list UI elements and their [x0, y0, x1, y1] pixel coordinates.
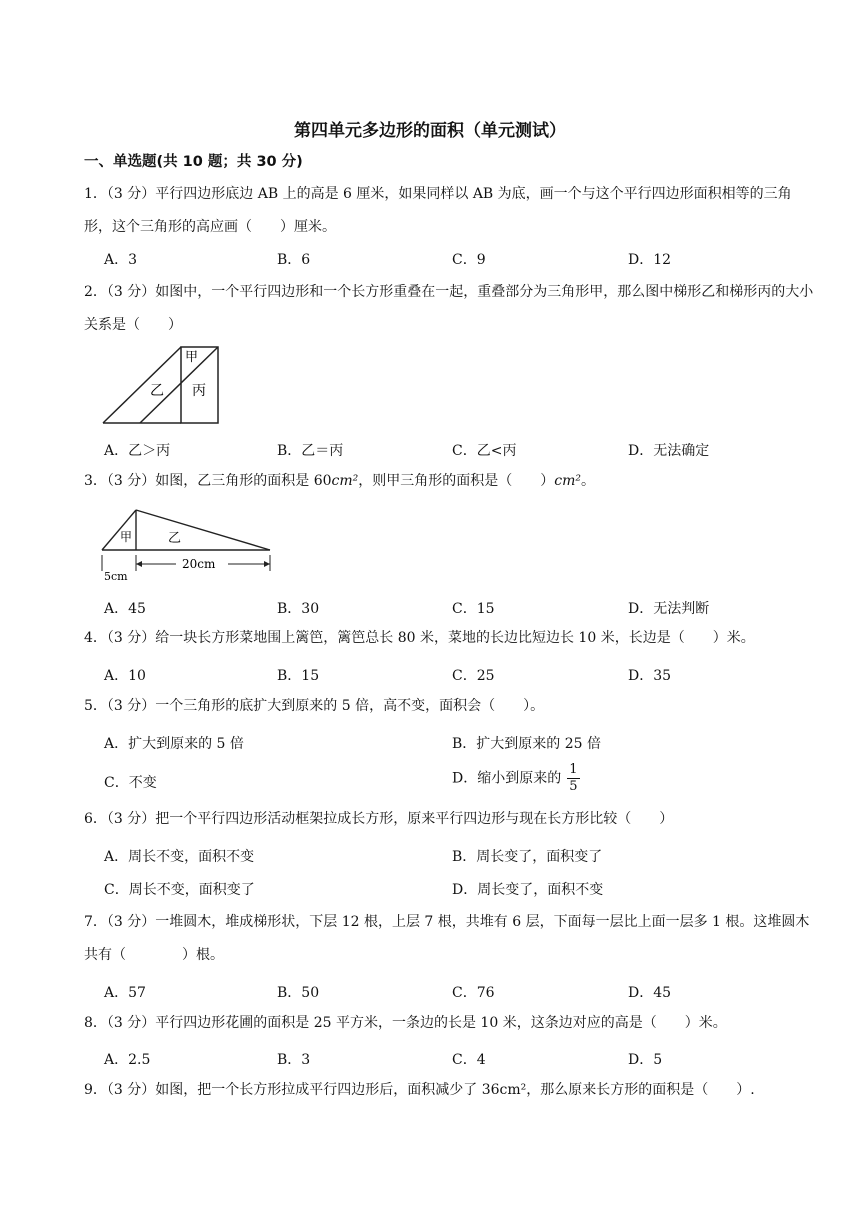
question-1: 1．（3 分）平行四边形底边 AB 上的高是 6 厘米，如果同样以 AB 为底，画一个与这个平行四边形面积相等的三角形，这个三角形的高应画（ ）厘米。	[84, 186, 792, 235]
q6-option-a[interactable]: A．周长不变，面积不变	[104, 849, 255, 865]
q5-option-b[interactable]: B．扩大到原来的 25 倍	[452, 736, 602, 752]
q6-option-b[interactable]: B．周长变了，面积变了	[452, 849, 603, 865]
fraction-numerator: 1	[569, 762, 578, 777]
q4-option-c[interactable]: C．25	[452, 668, 495, 684]
q7-option-c[interactable]: C．76	[452, 985, 495, 1001]
q2-label-yi: 乙	[150, 383, 164, 399]
question-4: 4．（3 分）给一块长方形菜地围上篱笆，篱笆总长 80 米，菜地的长边比短边长 10 米，长边是（ ）米。	[84, 630, 755, 646]
fraction-denominator: 5	[569, 779, 578, 794]
q2-option-a[interactable]: A．乙＞丙	[104, 443, 171, 459]
q3-option-a[interactable]: A．45	[104, 601, 146, 617]
q4-option-b[interactable]: B．15	[277, 668, 320, 684]
q7-option-a[interactable]: A．57	[104, 985, 146, 1001]
q8-option-b[interactable]: B．3	[277, 1052, 311, 1068]
q2-label-jia: 甲	[185, 350, 199, 365]
q4-option-a[interactable]: A．10	[104, 668, 146, 684]
q3-option-d[interactable]: D．无法判断	[628, 601, 710, 617]
q1-option-b[interactable]: B．6	[277, 252, 311, 268]
q8-option-d[interactable]: D．5	[628, 1052, 663, 1068]
q3-unit-2: cm²	[554, 473, 581, 489]
q1-option-a[interactable]: A．3	[104, 252, 138, 268]
question-2: 2．（3 分）如图中，一个平行四边形和一个长方形重叠在一起，重叠部分为三角形甲，那么图中梯形乙和梯形丙的大小关系是（ ）	[84, 284, 814, 333]
q5-option-c[interactable]: C．不变	[104, 775, 157, 791]
page-title: 第四单元多边形的面积（单元测试）	[294, 121, 566, 141]
q3-option-b[interactable]: B．30	[277, 601, 320, 617]
fraction-one-fifth	[567, 762, 579, 795]
q6-option-d[interactable]: D．周长变了，面积不变	[452, 882, 604, 898]
q2-figure	[100, 343, 225, 428]
q6-option-c[interactable]: C．周长不变，面积变了	[104, 882, 255, 898]
q1-option-d[interactable]: D．12	[628, 252, 672, 268]
q5-option-a[interactable]: A．扩大到原来的 5 倍	[104, 736, 244, 752]
q2-label-bing: 丙	[192, 383, 206, 399]
q8-option-c[interactable]: C．4	[452, 1052, 486, 1068]
q3-text-1: 3．（3 分）如图，乙三角形的面积是 60	[84, 473, 332, 489]
q8-option-a[interactable]: A．2.5	[104, 1052, 151, 1068]
q3-option-c[interactable]: C．15	[452, 601, 495, 617]
q7-option-d[interactable]: D．45	[628, 985, 672, 1001]
q3-unit-1: cm²	[331, 473, 359, 489]
q2-option-d[interactable]: D．无法确定	[628, 443, 710, 459]
q5-option-d[interactable]	[452, 762, 580, 795]
q3-figure	[98, 505, 276, 583]
question-3	[84, 465, 814, 498]
q2-option-b[interactable]: B．乙＝丙	[277, 443, 344, 459]
q4-option-d[interactable]: D．35	[628, 668, 672, 684]
question-7: 7．（3 分）一堆圆木，堆成梯形状，下层 12 根，上层 7 根，共堆有 6 层，下面每一层比上面一层多 1 根。这堆圆木共有（ ）根。	[84, 914, 810, 963]
question-6: 6．（3 分）把一个平行四边形活动框架拉成长方形，原来平行四边形与现在长方形比较（ ）	[84, 811, 674, 827]
section-heading: 一、单选题(共 10 题；共 30 分)	[84, 154, 303, 170]
q1-option-c[interactable]: C．9	[452, 252, 486, 268]
q3-label-5cm: 5cm	[104, 570, 128, 583]
q3-label-20cm: 20cm	[182, 557, 216, 571]
q5-option-d-label: D．缩小到原来的	[452, 770, 562, 787]
question-5: 5．（3 分）一个三角形的底扩大到原来的 5 倍，高不变，面积会（ ）。	[84, 698, 545, 714]
q2-option-c[interactable]: C．乙<丙	[452, 443, 517, 459]
q3-label-yi: 乙	[168, 531, 182, 546]
question-9: 9．（3 分）如图，把一个长方形拉成平行四边形后，面积减少了 36cm²，那么原来长方形的面积是（ ）.	[84, 1082, 755, 1098]
q7-option-b[interactable]: B．50	[277, 985, 320, 1001]
q3-text-3: 。	[581, 473, 595, 489]
q3-text-2: ，则甲三角形的面积是（ ）	[358, 473, 555, 489]
question-8: 8．（3 分）平行四边形花圃的面积是 25 平方米，一条边的长是 10 米，这条边对应的高是（ ）米。	[84, 1015, 727, 1031]
q3-label-jia: 甲	[120, 530, 133, 544]
